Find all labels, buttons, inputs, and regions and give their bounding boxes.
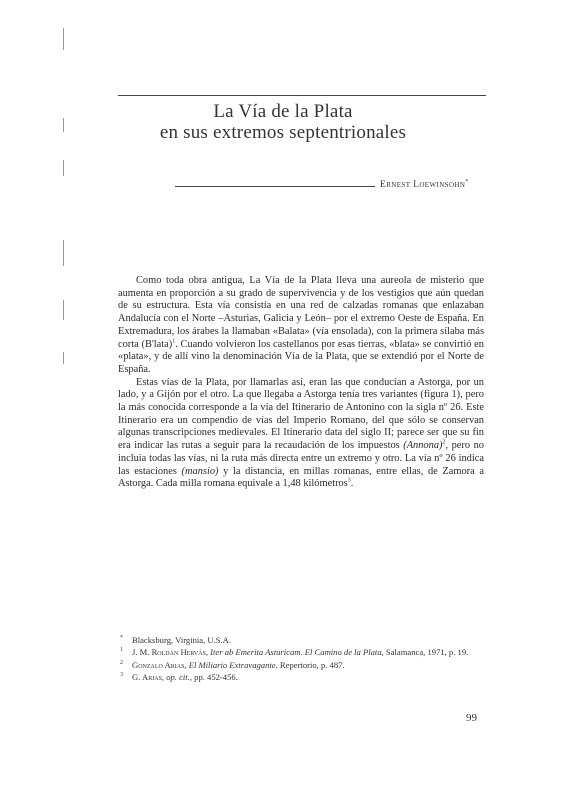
footnote-ref[interactable]: 2	[442, 439, 446, 446]
footnote-ref[interactable]: 3	[347, 477, 351, 484]
paragraph-2	[118, 377, 484, 491]
footnote-sep: ,	[205, 647, 211, 658]
footnote-rest: . Repertorio, p. 487.	[275, 659, 345, 670]
footnote-author: J. M. Roldán Hervás	[132, 647, 206, 658]
paragraph-text: y la distancia, en millas romanas, entre ellas, de Zamora a Astorga. Cada milla romana equivale a 1,48 kilómetros	[118, 465, 485, 490]
footnote-item	[118, 671, 484, 683]
top-rule	[118, 95, 486, 96]
footnote-rest: , Salamanca, 1971, p. 19.	[381, 647, 469, 658]
footnote-rest: , pp. 452-456.	[189, 671, 238, 682]
footnote-author: Gonzalo Arias	[132, 659, 185, 670]
footnote-mark: 2	[120, 659, 123, 666]
footnote-item	[118, 646, 484, 658]
author-name: Ernest Loewinsohn	[380, 180, 466, 191]
paragraph-1	[118, 275, 484, 377]
footnotes	[118, 634, 484, 683]
author-rule	[175, 186, 375, 187]
margin-mark	[63, 352, 64, 364]
footnote-title: op. cit.	[166, 671, 190, 682]
margin-mark	[63, 240, 64, 266]
footnote-title: El Miliario Extravagante	[188, 659, 276, 670]
footnote-sep: ,	[184, 659, 189, 670]
margin-mark	[63, 160, 64, 176]
paragraph-text: Estas vías de la Plata, por llamarlas así, eran las que conducían a Astorga, por un lado, y a Gijón por el otro. La que llegaba a Astorga tenía tres variantes (figura 1), pero la más conocida corresponde a la vía del Itinerario de Antonino con la sigla nº 26. Este Itinerario era un compendio de vías del Imperio Romano, del que sólo se conservan algunas transcripciones medievales. El Itinerario data del siglo II; parece ser que su fin era indicar las rutas a seguir para la recaudación de los impuestos	[118, 376, 484, 452]
paragraph-text: , pero no incluía todas las vías, ni la ruta más directa entre un extremo y otro. La vía nº 26 indica las estaciones	[118, 440, 484, 477]
title-line-2: en sus extremos septentrionales	[159, 122, 407, 143]
author-footnote-mark: *	[465, 179, 469, 185]
footnote-text: Blacksburg, Virginia, U.S.A.	[132, 635, 232, 645]
footnote-mark: *	[120, 635, 123, 641]
paragraph-text: Como toda obra antigua, La Vía de la Plata lleva una aureola de misterio que aumenta en proporción a su grado de supervivencia y de los vestigios que aún quedan de su estructura. Esta vía consistía en una red de calzadas romanas que enlazaban Andalucía con el Norte –Asturias, Galicia y León– por el extremo Oeste de España. En Extremadura, los árabes la llamaban «Balata» (vía ensolada), con la primera sílaba más corta (B'lata)	[118, 275, 484, 350]
footnote-mark: 1	[120, 647, 123, 654]
paragraph-text: . Cuando volvieron los castellanos por esas tierras, «blata» se convirtió en «plata», y de allí vino la denominación Vía de la Plata, que se extendió por el Norte de España.	[118, 338, 484, 375]
author-byline	[380, 179, 469, 190]
footnote-ref[interactable]: 1	[172, 338, 176, 345]
page-number: 99	[466, 712, 477, 724]
margin-mark	[63, 300, 64, 320]
footnote-item	[118, 659, 484, 671]
title-line-1: La Vía de la Plata	[213, 101, 353, 122]
footnote-mark: 3	[120, 671, 123, 678]
article-body	[118, 275, 484, 491]
footnote-author: G. Arias	[132, 671, 162, 682]
paragraph-italic: (mansio)	[181, 465, 219, 477]
footnote-title: Iter ab Emerita Asturicam. El Camino de la Plata	[210, 647, 382, 658]
margin-mark	[63, 28, 64, 50]
paragraph-italic: (Annona)	[403, 440, 443, 452]
footnote-item	[118, 634, 484, 646]
paragraph-text: .	[350, 478, 354, 490]
footnote-sep: ,	[161, 671, 167, 682]
